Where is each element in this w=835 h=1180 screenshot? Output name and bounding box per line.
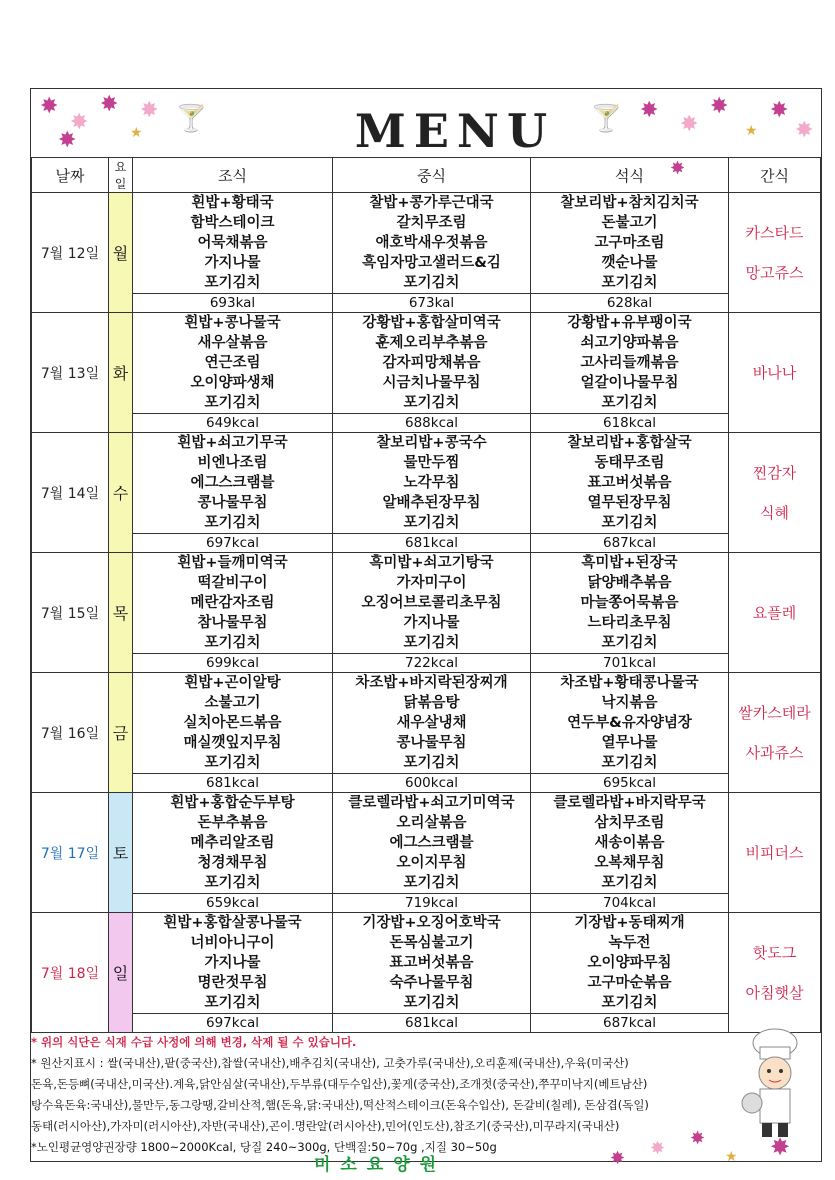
menu-item: 콩나물무침 [197,495,268,511]
weekday-cell: 화 [109,313,133,433]
menu-item: 흰밥+홍합살콩나물국 [163,915,302,931]
menu-item: 새우살냉채 [396,715,467,731]
facility-name: 미소요양원 [313,1155,447,1175]
menu-item: 흑임자망고샐러드&김 [362,255,501,271]
origin-line: 동태(러시아산),가자미(러시아산),자반(국내산),곤이.명란알(러시아산),민어(인도산),참조기(중국산),미꾸라지(국내산) [31,1119,620,1133]
weekday-cell: 월 [109,193,133,313]
menu-item: 가지나물 [403,615,460,631]
menu-item: 고사리들깨볶음 [580,355,679,371]
snack-item: 쌀카스테라 [738,703,811,722]
menu-item: 참나물무침 [197,615,268,631]
menu-item: 가지나물 [204,255,261,271]
dinner-kcal: 701kcal [531,654,729,673]
star-decoration-icon: ✸ [710,94,729,119]
menu-item: 포기김치 [403,875,460,891]
menu-table [31,157,821,1033]
menu-item: 고구마조림 [594,235,665,251]
snack-item: 요플레 [752,603,797,622]
menu-item: 매실깻잎지무침 [183,735,282,751]
cocktail-icon: 🍸 [175,104,208,134]
chef-icon [740,1025,810,1145]
star-decoration-icon: ✸ [100,92,119,117]
menu-item: 오이지무침 [396,855,467,871]
dinner-cell [531,433,729,534]
snack-cell [729,433,821,553]
menu-item: 에그스크램블 [190,475,275,491]
menu-item: 포기김치 [403,755,460,771]
breakfast-cell [133,913,333,1014]
menu-item: 돈목심불고기 [389,935,474,951]
menu-item: 소불고기 [204,695,261,711]
breakfast-kcal: 681kcal [133,774,333,793]
menu-item: 찰보리밥+참치김치국 [560,195,699,211]
kcal-row [32,1014,821,1033]
breakfast-cell [133,673,333,774]
menu-item: 강황밥+홍합살미역국 [362,315,501,331]
lunch-cell [333,433,531,534]
kcal-row [32,294,821,313]
menu-item: 포기김치 [204,875,261,891]
menu-item: 흰밥+황태국 [191,195,274,211]
menu-item: 흰밥+홍합순두부탕 [170,795,295,811]
menu-item: 깻순나물 [601,255,658,271]
lunch-cell [333,553,531,654]
dinner-cell [531,313,729,414]
header-snack: 간식 [729,158,821,193]
header-breakfast: 조식 [133,158,333,193]
lunch-kcal: 600kcal [333,774,531,793]
menu-item: 포기김치 [601,875,658,891]
menu-item: 포기김치 [403,515,460,531]
menu-item: 오이양파무침 [587,955,672,971]
weekday-cell: 금 [109,673,133,793]
dinner-cell [531,553,729,654]
menu-item: 닭볶음탕 [403,695,460,711]
snack-item: 찐감자 [752,463,797,482]
menu-item: 낙지볶음 [601,695,658,711]
notes [31,1032,721,1158]
menu-item: 청경채무침 [197,855,268,871]
header-row [32,158,821,193]
star-decoration-icon: ✸ [690,1128,706,1149]
menu-item: 삼치무조림 [594,815,665,831]
date-cell: 7월 18일 [32,913,109,1033]
kcal-row [32,774,821,793]
menu-item: 고구마순볶음 [587,975,672,991]
lunch-cell [333,193,531,294]
page-title: MENU [354,104,556,158]
menu-item: 포기김치 [601,395,658,411]
date-cell: 7월 12일 [32,193,109,313]
snack-cell [729,193,821,313]
menu-item: 가지나물 [204,955,261,971]
star-decoration-icon: ✸ [70,110,89,135]
star-decoration-icon: ✸ [795,118,814,143]
menu-item: 떡갈비구이 [197,575,268,591]
snack-item: 카스타드 [745,223,804,242]
lunch-kcal: 681kcal [333,534,531,553]
date-cell: 7월 14일 [32,433,109,553]
menu-item: 포기김치 [601,995,658,1011]
cocktail-icon: 🍸 [590,104,623,134]
menu-item: 콩나물무침 [396,735,467,751]
menu-item: 새우살볶음 [197,335,268,351]
star-decoration-icon: ★ [130,125,143,141]
breakfast-cell [133,193,333,294]
origin-line: * 원산지표시 : 쌀(국내산),팥(중국산),찹쌀(국내산),배추김치(국내산), 고춧가루(국내산),오리훈제(국내산),우육(미국산) [31,1056,629,1070]
menu-item: 새송이볶음 [594,835,665,851]
snack-cell [729,553,821,673]
menu-item: 포기김치 [204,515,261,531]
menu-item: 포기김치 [204,395,261,411]
kcal-row [32,894,821,913]
menu-item: 오이양파생채 [190,375,275,391]
menu-item: 기장밥+오징어호박국 [362,915,501,931]
star-decoration-icon: ✸ [640,98,659,123]
menu-item: 오복채무침 [594,855,665,871]
menu-item: 강황밥+유부팽이국 [567,315,692,331]
header-dinner: 석식 [531,158,729,193]
date-cell: 7월 16일 [32,673,109,793]
date-cell: 7월 17일 [32,793,109,913]
menu-item: 쇠고기양파볶음 [580,335,679,351]
menu-item: 클로렐라밥+쇠고기미역국 [348,795,515,811]
menu-item: 포기김치 [601,635,658,651]
kcal-row [32,414,821,433]
menu-item: 에그스크램블 [389,835,474,851]
lunch-kcal: 688kcal [333,414,531,433]
day-row [32,673,821,774]
breakfast-kcal: 697kcal [133,534,333,553]
snack-item: 핫도그 [752,943,797,962]
menu-item: 포기김치 [601,755,658,771]
origin-line: 탕수육돈육:국내산),물만두,동그랑땡,갈비산적,햄(돈육,닭:국내산),떡산적스테이크(돈육수입산), 돈갈비(칠레), 돈삼겹(독일) [31,1098,649,1112]
dinner-cell [531,793,729,894]
menu-item: 감자피망채볶음 [382,355,481,371]
menu-item: 명란젓무침 [197,975,268,991]
star-decoration-icon: ★ [725,1149,738,1165]
menu-item: 포기김치 [204,275,261,291]
star-decoration-icon: ✸ [58,128,77,153]
menu-item: 돈부추볶음 [197,815,268,831]
star-decoration-icon: ✸ [140,98,159,123]
snack-cell [729,673,821,793]
menu-item: 닭양배추볶음 [587,575,672,591]
dinner-kcal: 628kal [531,294,729,313]
menu-item: 느타리초무침 [587,615,672,631]
dinner-cell [531,913,729,1014]
menu-item: 흰밥+들깨미역국 [177,555,288,571]
menu-item: 흰밥+쇠고기무국 [177,435,288,451]
menu-item: 찰보리밥+홍합살국 [567,435,692,451]
snack-item: 식혜 [760,503,789,522]
menu-item: 가자미구이 [396,575,467,591]
breakfast-kcal: 649kcal [133,414,333,433]
menu-item: 포기김치 [601,515,658,531]
menu-item: 포기김치 [403,635,460,651]
lunch-kcal: 681kcal [333,1014,531,1033]
dinner-kcal: 695kcal [531,774,729,793]
dinner-kcal: 618kcal [531,414,729,433]
menu-item: 표고버섯볶음 [389,955,474,971]
star-decoration-icon: ✸ [650,1138,666,1159]
snack-item: 비피더스 [745,843,804,862]
menu-item: 흑미밥+된장국 [581,555,678,571]
dinner-kcal: 687kcal [531,534,729,553]
lunch-kcal: 722kcal [333,654,531,673]
header-weekday: 요일 [109,158,133,193]
day-row [32,793,821,894]
breakfast-kcal: 699kcal [133,654,333,673]
menu-item: 열무나물 [601,735,658,751]
menu-item: 연두부&유자양념장 [567,715,692,731]
breakfast-kcal: 697kcal [133,1014,333,1033]
menu-item: 알배추된장무침 [382,495,481,511]
menu-item: 실치아몬드볶음 [183,715,282,731]
menu-item: 애호박새우젓볶음 [375,235,488,251]
menu-item: 포기김치 [601,275,658,291]
weekday-cell: 일 [109,913,133,1033]
snack-cell [729,913,821,1033]
menu-item: 메추리알조림 [190,835,275,851]
menu-item: 물만두찜 [403,455,460,471]
snack-item: 망고쥬스 [745,263,804,282]
nutrition-note: *노인평균영양권장량 1800~2000Kcal, 당질 240~300g, 단백질:50~70g ,지질 30~50g [31,1140,497,1154]
menu-item: 함박스테이크 [190,215,275,231]
menu-item: 동태무조림 [594,455,665,471]
menu-item: 오리살볶음 [396,815,467,831]
weekday-cell: 수 [109,433,133,553]
star-decoration-icon: ✸ [770,1133,791,1161]
dinner-cell [531,193,729,294]
breakfast-kcal: 693kal [133,294,333,313]
header-date: 날짜 [32,158,109,193]
dinner-kcal: 687kcal [531,1014,729,1033]
menu-item: 돈불고기 [601,215,658,231]
breakfast-cell [133,433,333,534]
menu-item: 녹두전 [608,935,651,951]
day-row [32,313,821,414]
menu-item: 노각무침 [403,475,460,491]
origin-line: 돈육,돈등뼈(국내산,미국산).계육,닭안심살(국내산),두부류(대두수입산),꽃게(중국산),조개젓(중국산),쭈꾸미낙지(베트남산) [31,1077,648,1091]
snack-item: 아침햇살 [745,983,804,1002]
lunch-kcal: 673kal [333,294,531,313]
menu-item: 마늘쫑어묵볶음 [580,595,679,611]
menu-item: 포기김치 [403,395,460,411]
star-decoration-icon: ✸ [770,98,789,123]
menu-item: 시금치나물무침 [382,375,481,391]
menu-item: 얼갈이나물무침 [580,375,679,391]
lunch-cell [333,673,531,774]
menu-item: 열무된장무침 [587,495,672,511]
menu-item: 찰보리밥+콩국수 [376,435,487,451]
change-warning: * 위의 식단은 식재 수급 사정에 의해 변경, 삭제 될 수 있습니다. [31,1035,357,1049]
breakfast-cell [133,313,333,414]
menu-item: 너비아니구이 [190,935,275,951]
menu-item: 기장밥+동태찌개 [574,915,685,931]
day-row [32,433,821,534]
snack-item: 사과쥬스 [745,743,804,762]
day-row [32,193,821,294]
menu-item: 흰밥+곤이알탕 [184,675,281,691]
snack-cell [729,313,821,433]
menu-item: 클로렐라밥+바지락무국 [553,795,706,811]
menu-item: 훈제오리부추볶음 [375,335,488,351]
breakfast-cell [133,793,333,894]
date-cell: 7월 13일 [32,313,109,433]
star-decoration-icon: ★ [745,123,758,139]
weekday-cell: 목 [109,553,133,673]
menu-item: 비엔나조림 [197,455,268,471]
star-decoration-icon: ✸ [670,158,686,179]
dinner-cell [531,673,729,774]
menu-item: 오징어브로콜리초무침 [361,595,502,611]
date-cell: 7월 15일 [32,553,109,673]
menu-item: 표고버섯볶음 [587,475,672,491]
star-decoration-icon: ✸ [610,1148,626,1169]
menu-item: 흰밥+콩나물국 [184,315,281,331]
menu-item: 포기김치 [204,635,261,651]
menu-item: 메란감자조림 [190,595,275,611]
day-row [32,913,821,1014]
menu-item: 어묵채볶음 [197,235,268,251]
menu-item: 포기김치 [403,275,460,291]
menu-item: 숙주나물무침 [389,975,474,991]
lunch-cell [333,793,531,894]
menu-item: 갈치무조림 [396,215,467,231]
lunch-cell [333,313,531,414]
day-row [32,553,821,654]
menu-item: 흑미밥+쇠고기탕국 [369,555,494,571]
menu-item: 차조밥+바지락된장찌개 [355,675,508,691]
star-decoration-icon: ✸ [680,112,699,137]
breakfast-cell [133,553,333,654]
snack-item: 바나나 [752,363,797,382]
dinner-kcal: 704kcal [531,894,729,913]
menu-item: 차조밥+황태콩나물국 [560,675,699,691]
menu-item: 연근조림 [204,355,261,371]
weekday-cell: 토 [109,793,133,913]
menu-item: 찰밥+콩가루근대국 [369,195,494,211]
header-lunch: 중식 [333,158,531,193]
snack-cell [729,793,821,913]
breakfast-kcal: 659kcal [133,894,333,913]
lunch-cell [333,913,531,1014]
lunch-kcal: 719kcal [333,894,531,913]
menu-item: 포기김치 [403,995,460,1011]
kcal-row [32,534,821,553]
kcal-row [32,654,821,673]
menu-item: 포기김치 [204,755,261,771]
star-decoration-icon: ✸ [40,94,59,119]
menu-item: 포기김치 [204,995,261,1011]
